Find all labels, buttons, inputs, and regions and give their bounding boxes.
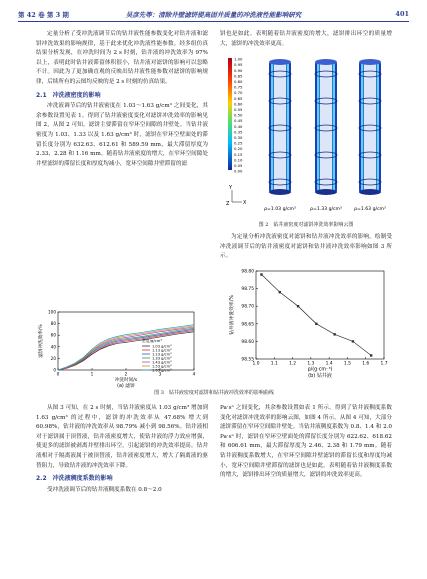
running-header	[18, 8, 409, 22]
cylinder-core	[274, 62, 286, 192]
colorbar-tick-label: 0.20	[234, 146, 243, 152]
x-tick-label: 1	[90, 371, 94, 377]
colorbar-ticks	[234, 57, 243, 174]
cylinder-edge	[317, 62, 319, 192]
x-axis-label: 冲洗时间/s	[114, 378, 138, 383]
y-tick-label: 98.80	[241, 269, 254, 275]
x-tick-label: 2	[124, 371, 128, 377]
x-tick-label: 1.2	[289, 361, 297, 367]
colorbar-tick-label: 0.25	[234, 140, 243, 146]
figure-3-caption: 图 3 钻井液密度对滤饼和钻井液冲洗效率的影响曲线	[154, 390, 274, 396]
colorbar-tick-label: 0.15	[234, 151, 243, 157]
right-column	[220, 30, 392, 49]
x-tick-label: 1.6	[362, 361, 370, 367]
x-tick-label: 1.5	[343, 361, 351, 367]
left-column	[36, 30, 208, 169]
legend-entry: 1.13 g/cm³	[152, 348, 172, 353]
right-column-p2	[220, 233, 392, 262]
paragraph: 为定量分析冲洗液密度对滤饼和钻井液冲洗效率的影响，绘制受冲洗液调节后的钻井液密度对滤饼和钻井液冲洗效率影响如图 3 所示。	[220, 234, 392, 260]
y-tick-label: 98.55	[241, 357, 254, 363]
colorbar-tick-label: 0.85	[234, 73, 243, 79]
colorbar-tick-label: 0.90	[234, 67, 243, 73]
colorbar-tick-label: 0.40	[234, 123, 243, 129]
data-point	[333, 333, 335, 335]
colorbar-tick-label: 0.05	[234, 163, 243, 168]
paragraph: Pa·sⁿ 之间变化，其余参数设置如表 1 所示。得到了钻井液稠度系数变化对滤饼冲洗效率的影响云图，如图 4 所示。从图 4 可知，大部分滤饼滞留在窄环空间隙井壁处。当钻井液稠度系数为 0.8、1.4 和 2.0 Pa·sⁿ 时，滤饼在窄环空壁面处的滞留长度分别为 622.62、618.62 和 606.61 mm，最大滞留厚度为 2.46、2.38 和 1.79 mm。随着钻井液稠度系数增大，在窄环空间隙井壁滤饼的滞留长度和厚度均减小，宽环空间隙井壁滞留的滤饼也是如此。表明随着钻井液稠度系数的增大，滤饼排出环空的质量增大，滤饼的冲洗效率更高。	[220, 405, 392, 479]
colorbar-tick-label: 0.70	[234, 90, 243, 96]
cylinder-edge	[361, 62, 363, 192]
annulus-cylinder	[315, 59, 337, 195]
y-tick-label: 60	[50, 332, 56, 338]
cylinder-edge	[377, 62, 379, 192]
annulus-cylinder	[269, 59, 291, 195]
colorbar-tick-label: 0.10	[234, 157, 243, 163]
cylinder-label-1: ρ=1.03 g/cm³	[264, 207, 296, 212]
cylinder-edge	[333, 62, 335, 192]
figure-2-caption: 图 2 钻井液密度对滤饼冲洗效率影响云图	[258, 222, 354, 228]
cylinder-bottom	[269, 189, 291, 195]
paragraph: 饼也是如此。表明随着钻井液密度的增大，滤饼排出环空的质量增大，滤饼的冲洗效率更高。	[220, 31, 392, 47]
series-line	[261, 275, 371, 356]
colorbar-tick-label: 0.55	[234, 107, 243, 112]
legend-entry: 1.03 g/cm³	[152, 344, 172, 349]
panel-label: (a) 滤饼	[117, 384, 135, 388]
cylinder-bottom	[359, 189, 381, 195]
paragraph: 从图 3 可知，在 2 s 时刻，当钻井液密度从 1.03 g/cm³ 增加到 1.63 g/cm³ 的过程中，滤饼的冲洗效率从 47.68% 增大到 60.98%，钻井液的冲洗效率从 98.79% 减小到 98.56%。钻井液相对于滤饼属于顶替液，钻井液密度增大，使钻井液的浮力效应增强，使更多的滤饼被剥离井壁排出环空，引起滤饼的冲洗效率提高。钻井液相对于隔离液属于被顶替液，钻井液密度增大，增大了隔离液的驱替阻力，导致钻井液的冲洗效率下降。	[36, 405, 208, 469]
y-tick-label: 98.65	[241, 322, 254, 328]
cylinder-group	[269, 59, 381, 195]
data-point	[370, 354, 372, 356]
y-tick-label: 98.75	[241, 287, 254, 293]
colorbar-tick-label: 0.60	[234, 101, 243, 107]
paragraph: 受冲洗液调节后的钻井液稠度系数在 0.8～2.0	[47, 486, 162, 493]
header-rule	[18, 21, 409, 22]
colorbar	[228, 58, 232, 170]
legend-entry: 1.23 g/cm³	[152, 352, 172, 357]
x-tick-label: 1.0	[252, 361, 260, 367]
cylinder-top	[269, 59, 291, 65]
cylinder-label-2: ρ=1.33 g/cm³	[310, 207, 342, 212]
cylinder-bottom	[315, 189, 337, 195]
colorbar-tick-label: 0.50	[234, 112, 243, 118]
data-point	[297, 305, 299, 307]
data-point	[260, 273, 262, 275]
cylinder-top	[359, 59, 381, 65]
colorbar-tick-label: 0.45	[234, 118, 243, 124]
legend	[142, 338, 172, 372]
page-number: 401	[395, 10, 409, 18]
axis-y-label: Y	[229, 185, 233, 191]
cylinder-edge	[271, 62, 273, 192]
x-tick-label: 1.4	[325, 361, 333, 367]
y-axis-label: 钻井液冲洗效率/%	[230, 295, 235, 335]
colorbar-tick-label: 0.80	[234, 79, 243, 84]
section-heading: 2.2 冲洗液稠度系数的影响	[36, 475, 113, 483]
colorbar-tick-label: 0.35	[234, 129, 243, 135]
colorbar-tick-label: 0.00	[234, 168, 243, 174]
x-tick-label: 3	[158, 371, 162, 377]
y-tick-label: 0	[53, 367, 56, 373]
y-tick-label: 40	[50, 344, 56, 350]
paragraph: 定量分析了受冲洗液调节后的钻井液性能参数变化对钻井液和滤饼冲洗效果的影响规律，基于此来优化冲洗液性能参数。经多组仿真结果分析发现，在冲洗时间为 2 s 时刻，钻井液的冲洗效率为 97% 以上，表明此时钻井液滞留体积很小，钻井液对滤饼的影响可以忽略不计。因此为了更加确直观的反映出钻井液性能参数对滤饼的影响规律，后续所有的云图均反映的是 2 s 时刻的仿真结果。	[36, 31, 208, 85]
y-axis-label: 滤饼冲洗效率/%	[39, 324, 44, 358]
plot-frame	[256, 271, 384, 359]
x-tick-label: 1.1	[270, 361, 278, 367]
colorbar-tick-label: 0.65	[234, 95, 243, 101]
legend-entry: 1.53 g/cm³	[152, 364, 172, 369]
cylinder-label-3: ρ=1.63 g/cm³	[354, 207, 386, 212]
figure-2	[222, 52, 392, 230]
cylinder-core	[320, 62, 332, 192]
cylinder-edge	[287, 62, 289, 192]
legend-title: 密度/g/cm³	[142, 338, 162, 343]
x-tick-label: 1.3	[307, 361, 315, 367]
axis-x-label: X	[243, 200, 247, 206]
x-axis-label: ρ/(g·cm⁻³)	[307, 367, 333, 373]
legend-entry: 1.43 g/cm³	[152, 360, 172, 365]
legend-entry: 1.63 g/cm³	[152, 368, 172, 373]
x-tick-label: 4	[192, 371, 196, 377]
colorbar-tick-label: 1.00	[234, 56, 243, 62]
y-tick-label: 100	[48, 309, 56, 315]
data-point	[279, 291, 281, 293]
y-tick-label: 98.70	[241, 304, 254, 310]
y-tick-label: 80	[50, 321, 56, 327]
section-heading: 2.1 冲洗液密度的影响	[36, 91, 101, 99]
bottom-left-column	[36, 404, 208, 495]
colorbar-tick-label: 0.30	[234, 135, 243, 140]
x-tick-label: 1.7	[380, 361, 388, 367]
y-tick-label: 20	[50, 355, 56, 361]
colorbar-tick-label: 0.95	[234, 62, 243, 68]
running-title: 吴彦先等：清除井壁滤饼提高固井质量的冲洗液性能影响研究	[125, 11, 302, 19]
axis-triad	[226, 185, 247, 207]
chart-b	[228, 267, 392, 387]
y-tick-label: 98.60	[241, 339, 254, 345]
x-tick-label: 0	[56, 371, 60, 377]
colorbar-tick-label: 0.75	[234, 84, 243, 90]
journal-volume: 第 42 卷 第 3 期	[18, 11, 69, 19]
panel-label: (b) 钻井液	[308, 373, 332, 379]
bottom-right-column	[220, 404, 392, 481]
cylinder-top	[315, 59, 337, 65]
cylinder-core	[364, 62, 376, 192]
chart-a	[36, 308, 208, 388]
paragraph: 冲洗液调节后的钻井液密度在 1.03～1.63 g/cm³ 之间变化，其余参数设置见表 1。得到了钻井液密度变化对滤饼冲洗效率的影响见图 2，从图 2 可知，滤饼主要滞留在窄环空间隙的井壁处。当钻井液密度为 1.03、1.33 以及 1.63 g/cm³ 时，滤饼在窄环空壁面处的滞留长度分别为 632.63、612.61 和 589.59 mm，最大滞留厚度为 2.33、2.28 和 1.16 mm。随着钻井液密度的增大，在窄环空间隙处井壁滤饼的滞留长度和厚度均减小，宽环空间隙井壁滞留的滤	[36, 103, 208, 167]
data-point	[352, 340, 354, 342]
annulus-cylinder	[359, 59, 381, 195]
data-point	[315, 323, 317, 325]
legend-entry: 1.33 g/cm³	[152, 356, 172, 361]
axis-z-label: Z	[226, 201, 230, 207]
